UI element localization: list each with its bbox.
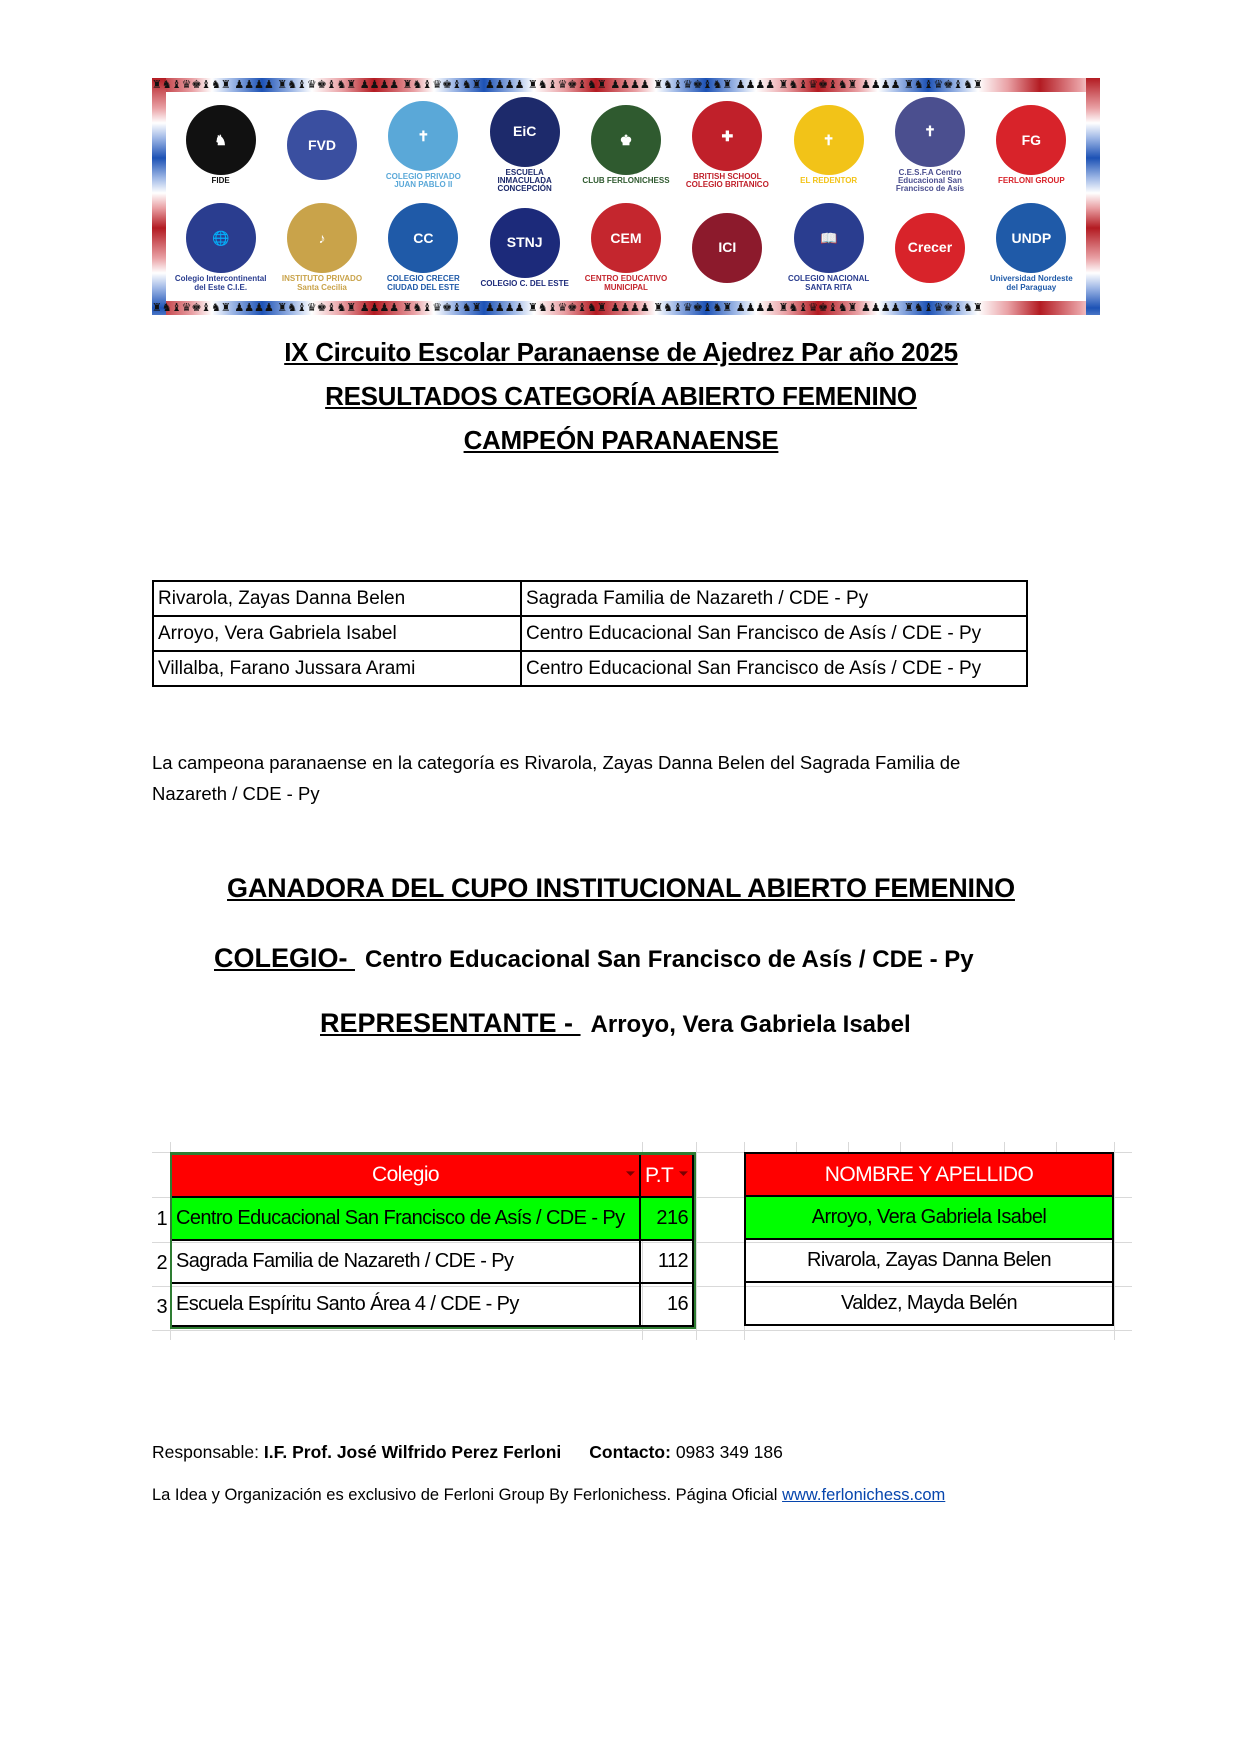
logo-caption: Universidad Nordeste del Paraguay (989, 274, 1073, 292)
school-cell: Centro Educacional San Francisco de Asís / CDE - Py (521, 616, 1027, 651)
santa-cecilia-emblem-icon: ♪ (287, 203, 357, 273)
logo-caption: COLEGIO C. DEL ESTE (480, 278, 569, 288)
sponsor-logos-banner (152, 78, 1100, 315)
logo-caption: ESCUELA INMACULADA CONCEPCIÓN (497, 167, 552, 194)
points-cell: 112 (640, 1240, 693, 1283)
ici-logo (681, 199, 774, 298)
contacto-label: Contacto: (589, 1442, 676, 1462)
eic-logo (478, 96, 571, 195)
representative-line (320, 1008, 911, 1039)
representative-name-cell: Rivarola, Zayas Danna Belen (745, 1239, 1113, 1282)
logo-caption: FERLONI GROUP (997, 176, 1065, 186)
school-name-cell: Escuela Espíritu Santo Área 4 / CDE - Py (171, 1283, 640, 1326)
category-title: RESULTADOS CATEGORÍA ABIERTO FEMENINO (325, 381, 917, 411)
british-school-emblem-icon: ✚ (692, 101, 762, 171)
ferloni-group-emblem-icon: FG (996, 105, 1066, 175)
undp-emblem-icon: UNDP (996, 203, 1066, 273)
table-row (745, 1239, 1113, 1282)
spreadsheet-excerpt (152, 1150, 1132, 1340)
gridline (1114, 1142, 1115, 1340)
colegio-label: COLEGIO- (214, 943, 355, 973)
logo-caption: FIDE (211, 176, 230, 186)
cesfa-logo (883, 96, 976, 195)
table-row (153, 651, 1027, 686)
player-cell: Villalba, Farano Jussara Arami (153, 651, 521, 686)
logo-caption: COLEGIO CRECER CIUDAD DEL ESTE (386, 274, 460, 292)
paragraph-line: La campeona paranaense en la categoría es Rivarola, Zayas Danna Belen del Sagrada Familia de (152, 752, 961, 773)
logo-caption: COLEGIO PRIVADO JUAN PABLO II (385, 171, 461, 190)
logo-caption: CLUB FERLONICHESS (582, 176, 670, 186)
colegio-header-label: Colegio (372, 1163, 440, 1187)
school-cell: Centro Educacional San Francisco de Asís / CDE - Py (521, 651, 1027, 686)
representatives-table (744, 1152, 1114, 1326)
crecer-emblem-icon: Crecer (895, 213, 965, 283)
filter-icon[interactable]: ⏷ (678, 1166, 688, 1181)
organization-text: La Idea y Organización es exclusivo de Ferloni Group By Ferlonichess. Página Oficial (152, 1486, 783, 1504)
undp-logo (985, 199, 1078, 298)
gridline (848, 1142, 849, 1152)
fvd-logo (275, 96, 368, 195)
school-name-cell: Centro Educacional San Francisco de Asís / CDE - Py (171, 1197, 640, 1240)
banner-border-right (1086, 78, 1100, 315)
representative-name-cell: Arroyo, Vera Gabriela Isabel (745, 1196, 1113, 1239)
player-cell: Rivarola, Zayas Danna Belen (153, 581, 521, 616)
filter-icon[interactable]: ⏷ (625, 1166, 636, 1181)
gridline (796, 1142, 797, 1152)
contacto-value: 0983 349 186 (675, 1442, 783, 1462)
chess-pieces-border-icon: ♜♞♝♛♚♝♞♜ ♟♟♟♟ ♜♞♝♛♚♝♞♜ ♟♟♟♟ ♜♞♝♛♚♝♞♜ ♟♟♟♟ ♜♞♝♛♚♝♞♜ ♟♟♟♟ ♜♞♝♛♚♝♞♜ ♟♟♟♟ ♜♞♝♛♚♝♞♜ ♟♟♟♟ ♜♞♝♛♚♝♞♜ (152, 78, 983, 91)
british-school-logo (681, 96, 774, 195)
responsable-label: Responsable: (152, 1442, 264, 1462)
logo-caption: COLEGIO NACIONAL SANTA RITA (787, 274, 870, 292)
fide-logo (174, 96, 267, 195)
colegio-crecer-logo (377, 199, 470, 298)
stnj-emblem-icon: STNJ (490, 208, 560, 278)
el-redentor-logo (782, 96, 875, 195)
logo-caption: CENTRO EDUCATIVO MUNICIPAL (584, 274, 668, 292)
cem-logo (579, 199, 672, 298)
table-header-row (745, 1153, 1113, 1196)
organization-line (152, 1486, 945, 1505)
cie-emblem-icon: 🌐 (186, 203, 256, 273)
gridline (900, 1142, 901, 1152)
logo-grid (174, 96, 1078, 297)
logo-caption: EL REDENTOR (800, 176, 858, 186)
representante-value: Arroyo, Vera Gabriela Isabel (590, 1011, 911, 1038)
row-number: 3 (156, 1296, 168, 1318)
table-row (745, 1282, 1113, 1325)
gridline (696, 1142, 697, 1340)
cesfa-emblem-icon: ✝ (895, 97, 965, 167)
santa-rita-logo (782, 199, 875, 298)
logo-caption: Colegio Intercontinental del Este C.I.E. (174, 274, 267, 292)
colegio-column-header[interactable] (171, 1154, 640, 1197)
responsible-line (152, 1442, 783, 1463)
fide-emblem-icon: ♞ (186, 105, 256, 175)
juan-pablo-ii-logo (377, 96, 470, 195)
banner-border-left (152, 78, 166, 315)
ici-emblem-icon: ICI (692, 213, 762, 283)
table-row (171, 1283, 693, 1326)
table-row (171, 1197, 693, 1240)
winner-school-line (214, 943, 974, 974)
points-column-header[interactable] (640, 1154, 693, 1197)
table-row (171, 1240, 693, 1283)
name-column-header: NOMBRE Y APELLIDO (745, 1153, 1113, 1196)
colegio-value: Centro Educacional San Francisco de Asís / CDE - Py (365, 946, 974, 973)
stnj-logo (478, 199, 571, 298)
official-website-link[interactable]: www.ferlonichess.com (782, 1486, 946, 1504)
institutional-winner-heading: GANADORA DEL CUPO INSTITUCIONAL ABIERTO FEMENINO (227, 873, 1015, 903)
logo-caption: C.E.S.F.A Centro Educacional San Francisco de Asís (895, 167, 965, 194)
santa-rita-emblem-icon: 📖 (794, 203, 864, 273)
points-cell: 216 (640, 1197, 693, 1240)
logo-caption: INSTITUTO PRIVADO Santa Cecilia (281, 274, 363, 292)
representative-name-cell: Valdez, Mayda Belén (745, 1282, 1113, 1325)
eic-emblem-icon: EiC (490, 97, 560, 167)
schools-points-table (170, 1152, 694, 1327)
logo-caption: BRITISH SCHOOL COLEGIO BRITANICO (685, 171, 769, 190)
club-ferlonichess-logo (579, 96, 672, 195)
player-cell: Arroyo, Vera Gabriela Isabel (153, 616, 521, 651)
representante-label: REPRESENTANTE - (320, 1008, 581, 1038)
club-ferlonichess-emblem-icon: ♚ (591, 105, 661, 175)
results-table (152, 580, 1028, 687)
school-cell: Sagrada Familia de Nazareth / CDE - Py (521, 581, 1027, 616)
points-header-label: P.T (645, 1164, 674, 1187)
row-number: 2 (156, 1252, 168, 1274)
tournament-title: IX Circuito Escolar Paranaense de Ajedrez Par año 2025 (284, 337, 958, 367)
table-row (153, 616, 1027, 651)
chess-pieces-border-icon: ♜♞♝♛♚♝♞♜ ♟♟♟♟ ♜♞♝♛♚♝♞♜ ♟♟♟♟ ♜♞♝♛♚♝♞♜ ♟♟♟♟ ♜♞♝♛♚♝♞♜ ♟♟♟♟ ♜♞♝♛♚♝♞♜ ♟♟♟♟ ♜♞♝♛♚♝♞♜ ♟♟♟♟ ♜♞♝♛♚♝♞♜ (152, 301, 983, 314)
document-title-block (0, 330, 1242, 462)
santa-cecilia-logo (275, 199, 368, 298)
school-name-cell: Sagrada Familia de Nazareth / CDE - Py (171, 1240, 640, 1283)
gridline (1056, 1142, 1057, 1152)
table-header-row (171, 1154, 693, 1197)
champion-title: CAMPEÓN PARANAENSE (463, 425, 779, 455)
paragraph-line: Nazareth / CDE - Py (152, 783, 320, 804)
crecer-logo (883, 199, 976, 298)
points-cell: 16 (640, 1283, 693, 1326)
champion-paragraph (152, 747, 1052, 809)
cie-logo (174, 199, 267, 298)
colegio-crecer-emblem-icon: CC (388, 203, 458, 273)
responsable-name: I.F. Prof. José Wilfrido Perez Ferloni (263, 1442, 562, 1462)
fvd-emblem-icon: FVD (287, 110, 357, 180)
juan-pablo-ii-emblem-icon: ✝ (388, 101, 458, 171)
gridline (1004, 1142, 1005, 1152)
table-row (745, 1196, 1113, 1239)
el-redentor-emblem-icon: ✝ (794, 105, 864, 175)
cem-emblem-icon: CEM (591, 203, 661, 273)
row-number: 1 (156, 1208, 168, 1230)
gridline (952, 1142, 953, 1152)
table-row (153, 581, 1027, 616)
ferloni-group-logo (985, 96, 1078, 195)
